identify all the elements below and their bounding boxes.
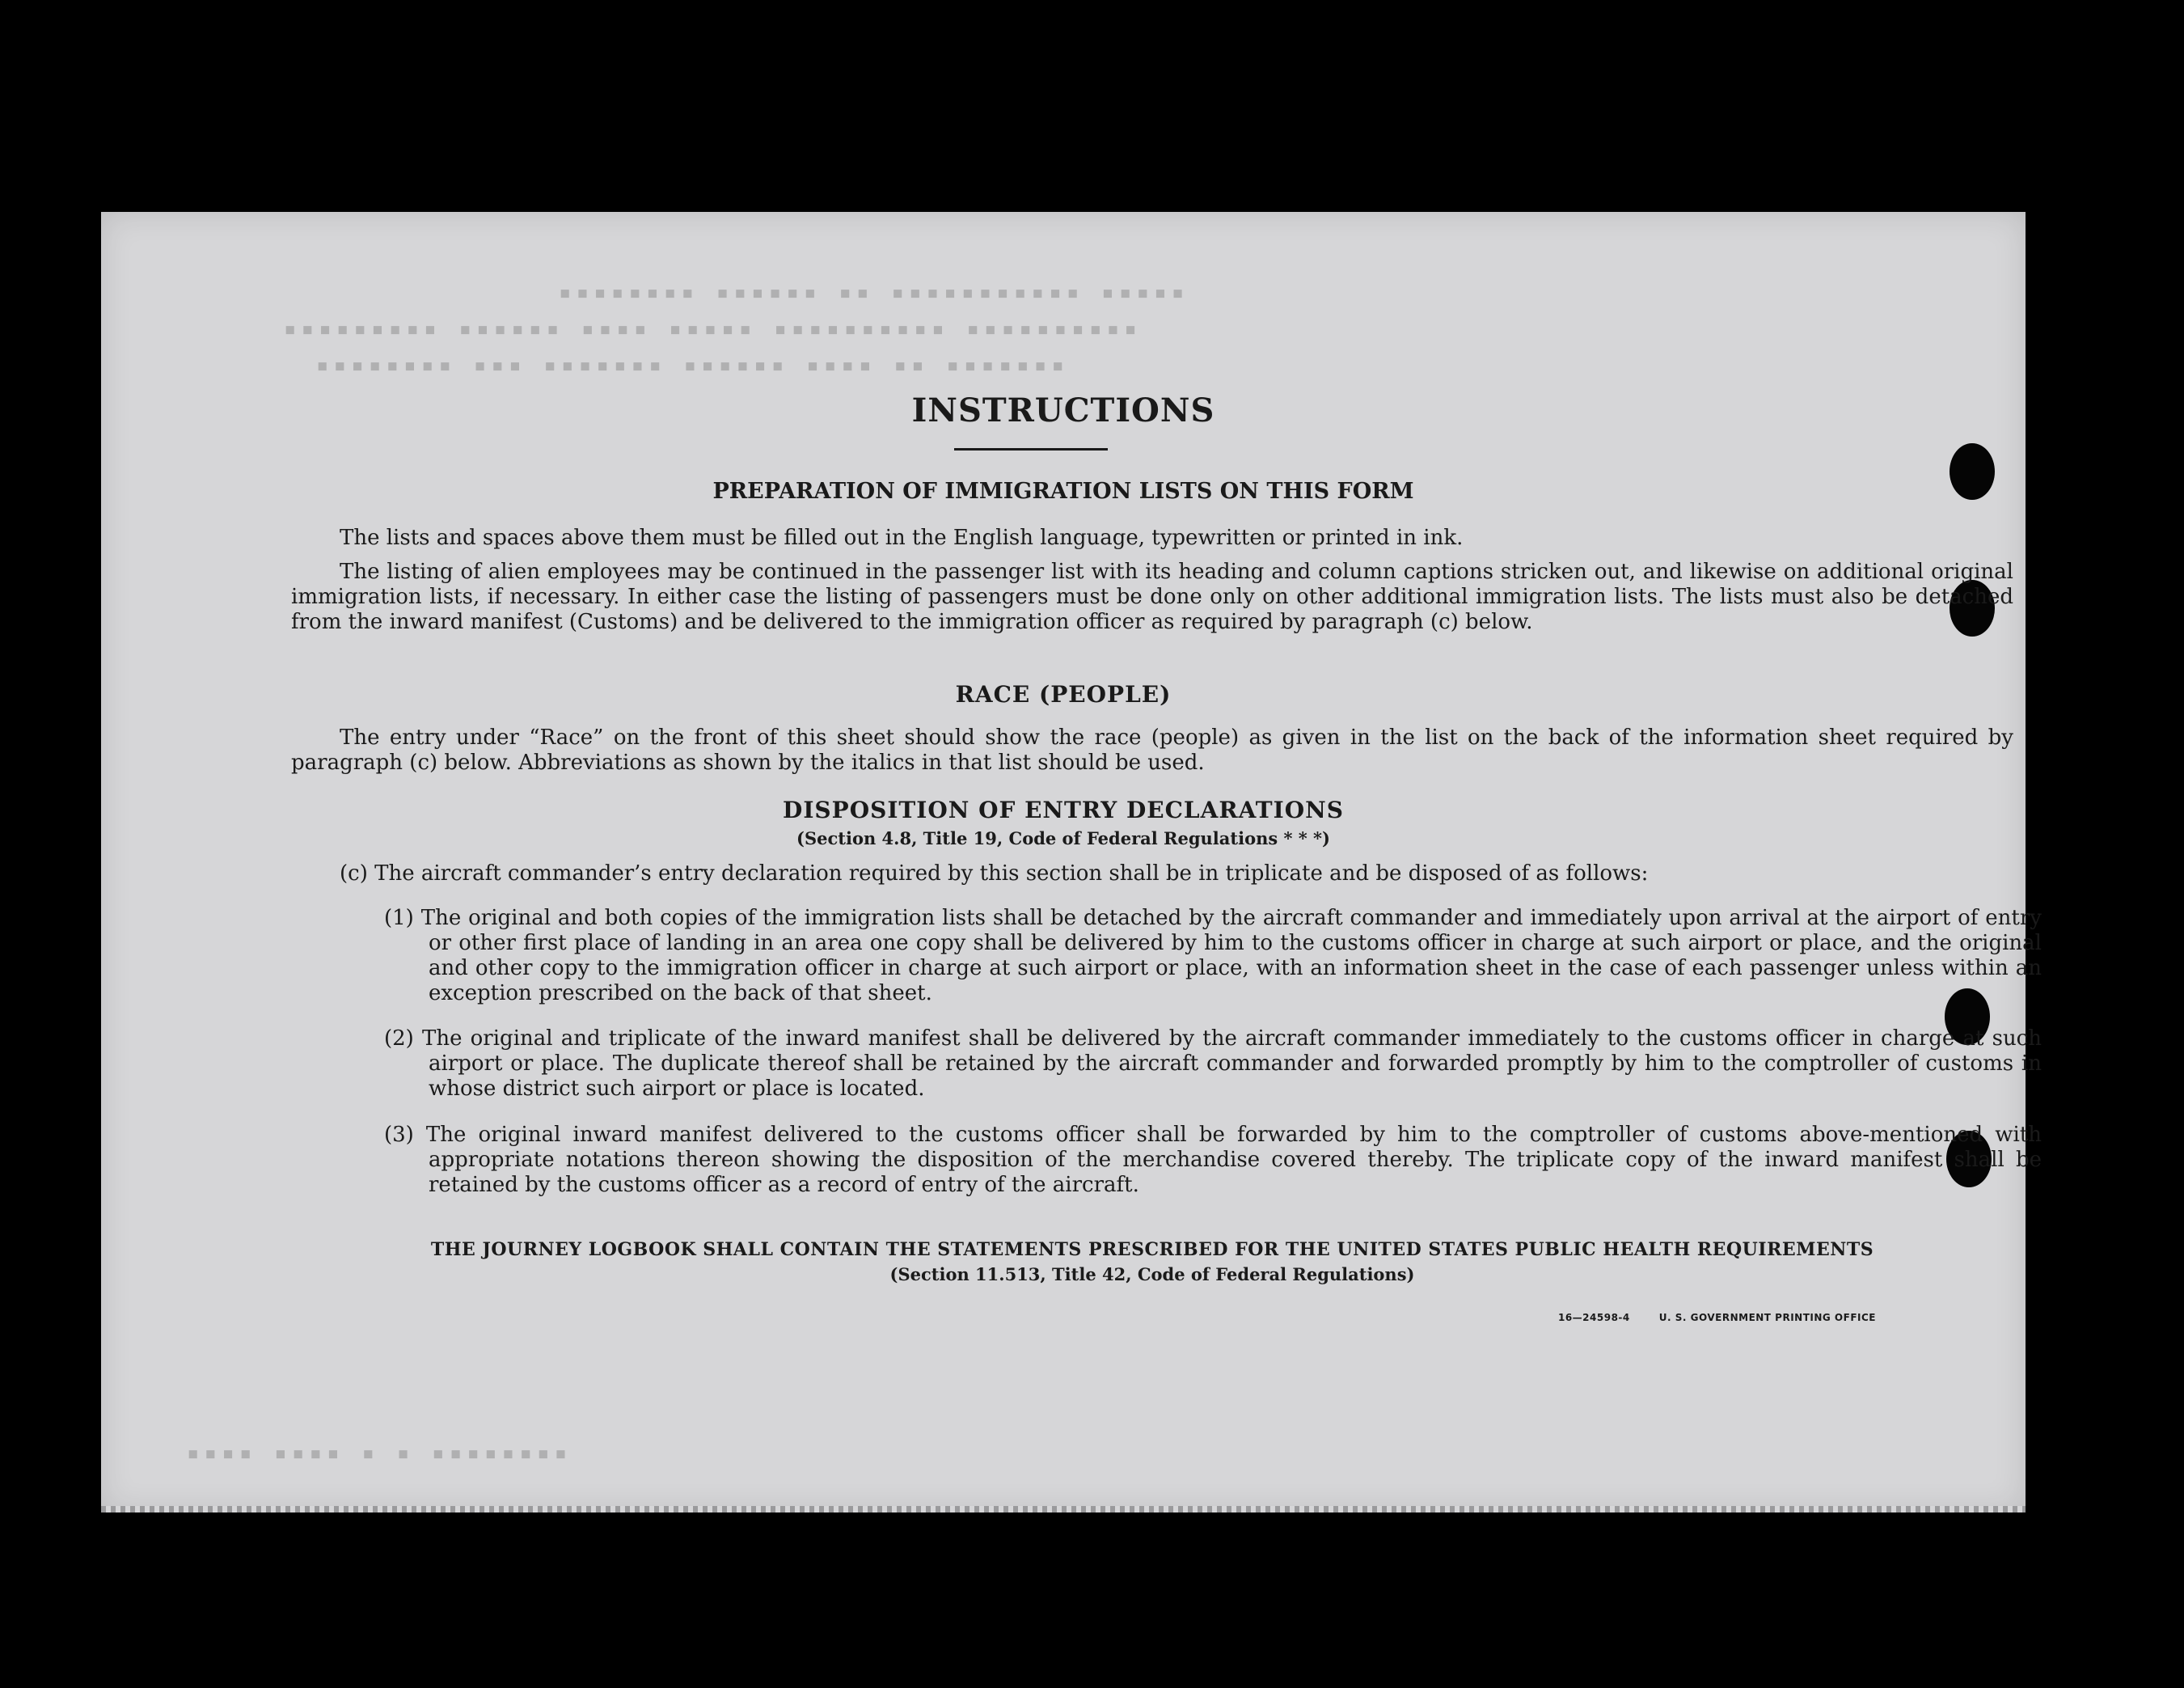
bleed-through-text: ▪▪▪▪▪▪▪ ▪▪ ▪▪▪▪ ▪▪▪▪▪▪ ▪▪▪▪▪▪▪ ▪▪▪ ▪▪▪▪▪▪▪▪ bbox=[311, 353, 1065, 378]
footer-statement: THE JOURNEY LOGBOOK SHALL CONTAIN THE STATEMENTS PRESCRIBED FOR THE UNITED STATES PUBLIC HEALTH REQUIREMENTS bbox=[430, 1239, 1874, 1260]
disposition-item: (1) The original and both copies of the immigration lists shall be detached by the aircraft commander and immediately upon arrival at the airport of entry or other first place of landing in an area one copy shall be delivered by him to the customs officer in charge at such airport or place, and the original and other copy to the immigration officer in charge at such airport or place, with an information sheet in the case of each passenger unless within an exception prescribed on the back of that sheet. bbox=[384, 906, 2042, 1005]
bleed-through-text: ▪▪▪▪▪▪▪▪ ▪ ▪ ▪▪▪▪ ▪▪▪▪ bbox=[182, 1441, 568, 1466]
footer-citation: (Section 11.513, Title 42, Code of Federal Regulations) bbox=[889, 1264, 1415, 1284]
disposition-intro: (c) The aircraft commander’s entry declaration required by this section shall be in triplicate and be disposed of as follows: bbox=[340, 861, 1649, 886]
bleed-through-text: ▪▪▪▪▪ ▪▪▪▪▪▪▪▪▪▪▪ ▪▪ ▪▪▪▪▪▪ ▪▪▪▪▪▪▪▪ bbox=[554, 281, 1185, 305]
form-number: 16—24598-4 bbox=[1557, 1312, 1630, 1323]
page-title: INSTRUCTIONS bbox=[911, 391, 1215, 429]
title-underline bbox=[954, 448, 1108, 451]
disposition-item: (2) The original and triplicate of the inward manifest shall be delivered by the aircraft commander immediately to the customs officer in charge at such airport or place. The duplicate thereof shall be retained by the aircraft commander and forwarded promptly by him to the comptroller of customs in whose district such airport or place is located. bbox=[384, 1026, 2042, 1101]
section-heading-disposition: DISPOSITION OF ENTRY DECLARATIONS bbox=[783, 797, 1344, 823]
section-heading-preparation: PREPARATION OF IMMIGRATION LISTS ON THIS FORM bbox=[712, 479, 1414, 504]
torn-bottom-edge bbox=[101, 1506, 2026, 1512]
printing-office: U. S. GOVERNMENT PRINTING OFFICE bbox=[1658, 1312, 1876, 1323]
preparation-paragraph: The listing of alien employees may be continued in the passenger list with its heading and column captions stricken out, and likewise on additional original immigration lists, if necessary. In either case the listing of passengers must be done only on other additional immigration lists. The lists must also be detached from the inward manifest (Customs) and be delivered to the immigration officer as required by paragraph (c) below. bbox=[291, 560, 2013, 634]
printer-imprint bbox=[1558, 1312, 1876, 1323]
document-page bbox=[101, 212, 2042, 1512]
preparation-paragraph: The lists and spaces above them must be filled out in the English language, typewritten or printed in ink. bbox=[340, 526, 1464, 550]
race-paragraph: The entry under “Race” on the front of this sheet should show the race (people) as given in the list on the back of the information sheet required by paragraph (c) below. Abbreviations as shown by the italics in that list should be used. bbox=[291, 726, 2013, 775]
disposition-item: (3) The original inward manifest delivered to the customs officer shall be forwarded by him to the comptroller of customs above-mentioned with appropriate notations thereon showing the disposition of the merchandise covered thereby. The triplicate copy of the inward manifest shall be retained by the customs officer as a record of entry of the aircraft. bbox=[384, 1123, 2042, 1197]
section-heading-race: RACE (PEOPLE) bbox=[955, 681, 1172, 708]
bleed-through-text: ▪▪▪▪▪▪▪▪▪▪ ▪▪▪▪▪▪▪▪▪▪ ▪▪▪▪▪ ▪▪▪▪ ▪▪▪▪▪▪ ▪▪▪▪▪▪▪▪▪ bbox=[279, 317, 1138, 341]
disposition-citation: (Section 4.8, Title 19, Code of Federal Regulations * * *) bbox=[796, 828, 1330, 848]
